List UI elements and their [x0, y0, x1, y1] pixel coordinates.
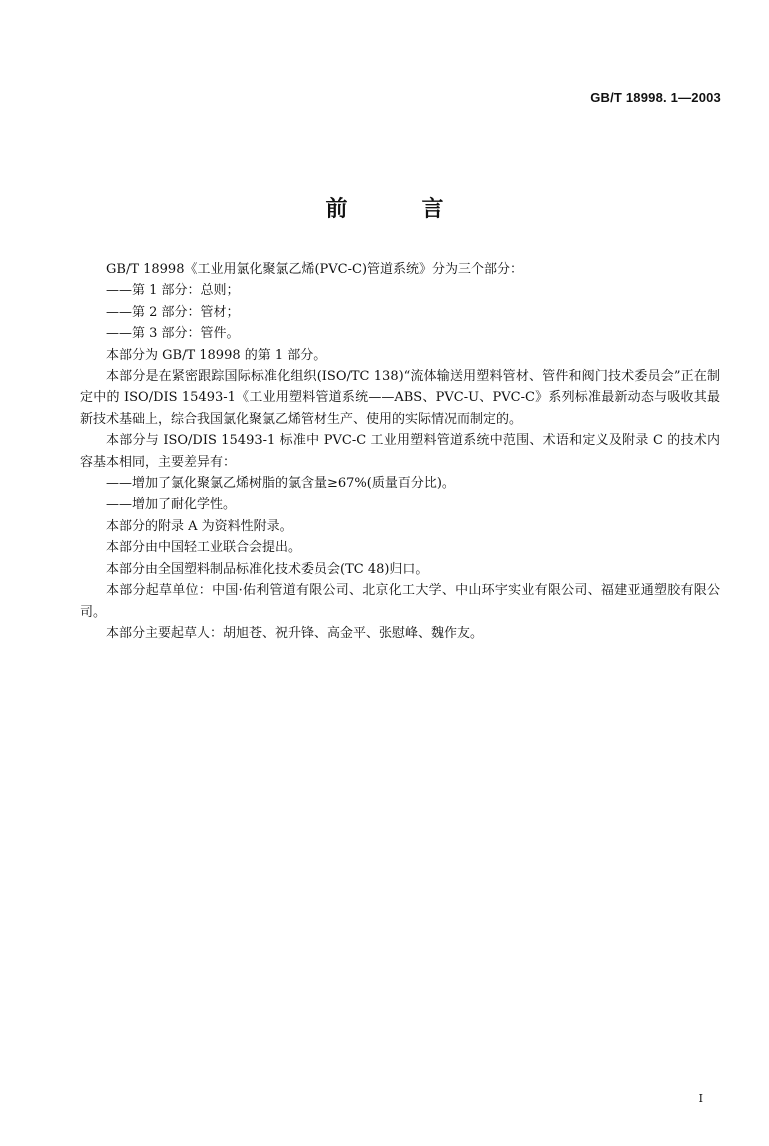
list-item-part-2: ——第 2 部分：管材；	[106, 304, 240, 320]
list-item-part-3: ——第 3 部分：管件。	[106, 326, 240, 342]
list-item-difference-1: ——增加了氯化聚氯乙烯树脂的氯含量≥67%(质量百分比)。	[106, 476, 455, 492]
paragraph-this-part: 本部分为 GB/T 18998 的第 1 部分。	[106, 347, 327, 363]
paragraph-committee: 本部分由全国塑料制品标准化技术委员会(TC 48)归口。	[106, 561, 429, 577]
paragraph-drafting-units: 本部分起草单位：中国·佑利管道有限公司、北京化工大学、中山环宇实业有限公司、福建亚通塑胶有限公司。	[80, 583, 720, 620]
paragraph-background: 本部分是在紧密跟踪国际标准化组织(ISO/TC 138)“流体输送用塑料管材、管件和阀门技术委员会”正在制定中的 ISO/DIS 15493-1《工业用塑料管道系统——ABS、PVC-U、PVC-C》系列标准最新动态与吸收其最新技术基础上，综合我国氯化聚氯乙烯管材生产、使用的实际情况而制定的。	[80, 369, 720, 427]
list-item-difference-2: ——增加了耐化学性。	[106, 497, 237, 513]
standard-number: GB/T 18998. 1—2003	[590, 90, 721, 105]
paragraph-drafters: 本部分主要起草人：胡旭苍、祝升锋、高金平、张慰峰、魏作友。	[106, 625, 484, 641]
foreword-body	[80, 259, 720, 644]
paragraph-annex: 本部分的附录 A 为资料性附录。	[106, 518, 293, 534]
paragraph-differences: 本部分与 ISO/DIS 15493-1 标准中 PVC-C 工业用塑料管道系统中范围、术语和定义及附录 C 的技术内容基本相同，主要差异有：	[80, 433, 720, 470]
paragraph-proposer: 本部分由中国轻工业联合会提出。	[106, 540, 302, 556]
page-title: 前 言	[325, 197, 470, 222]
list-item-part-1: ——第 1 部分：总则；	[106, 283, 240, 299]
page-number: I	[698, 1092, 703, 1105]
paragraph-intro: GB/T 18998《工业用氯化聚氯乙烯(PVC-C)管道系统》分为三个部分：	[106, 262, 524, 277]
